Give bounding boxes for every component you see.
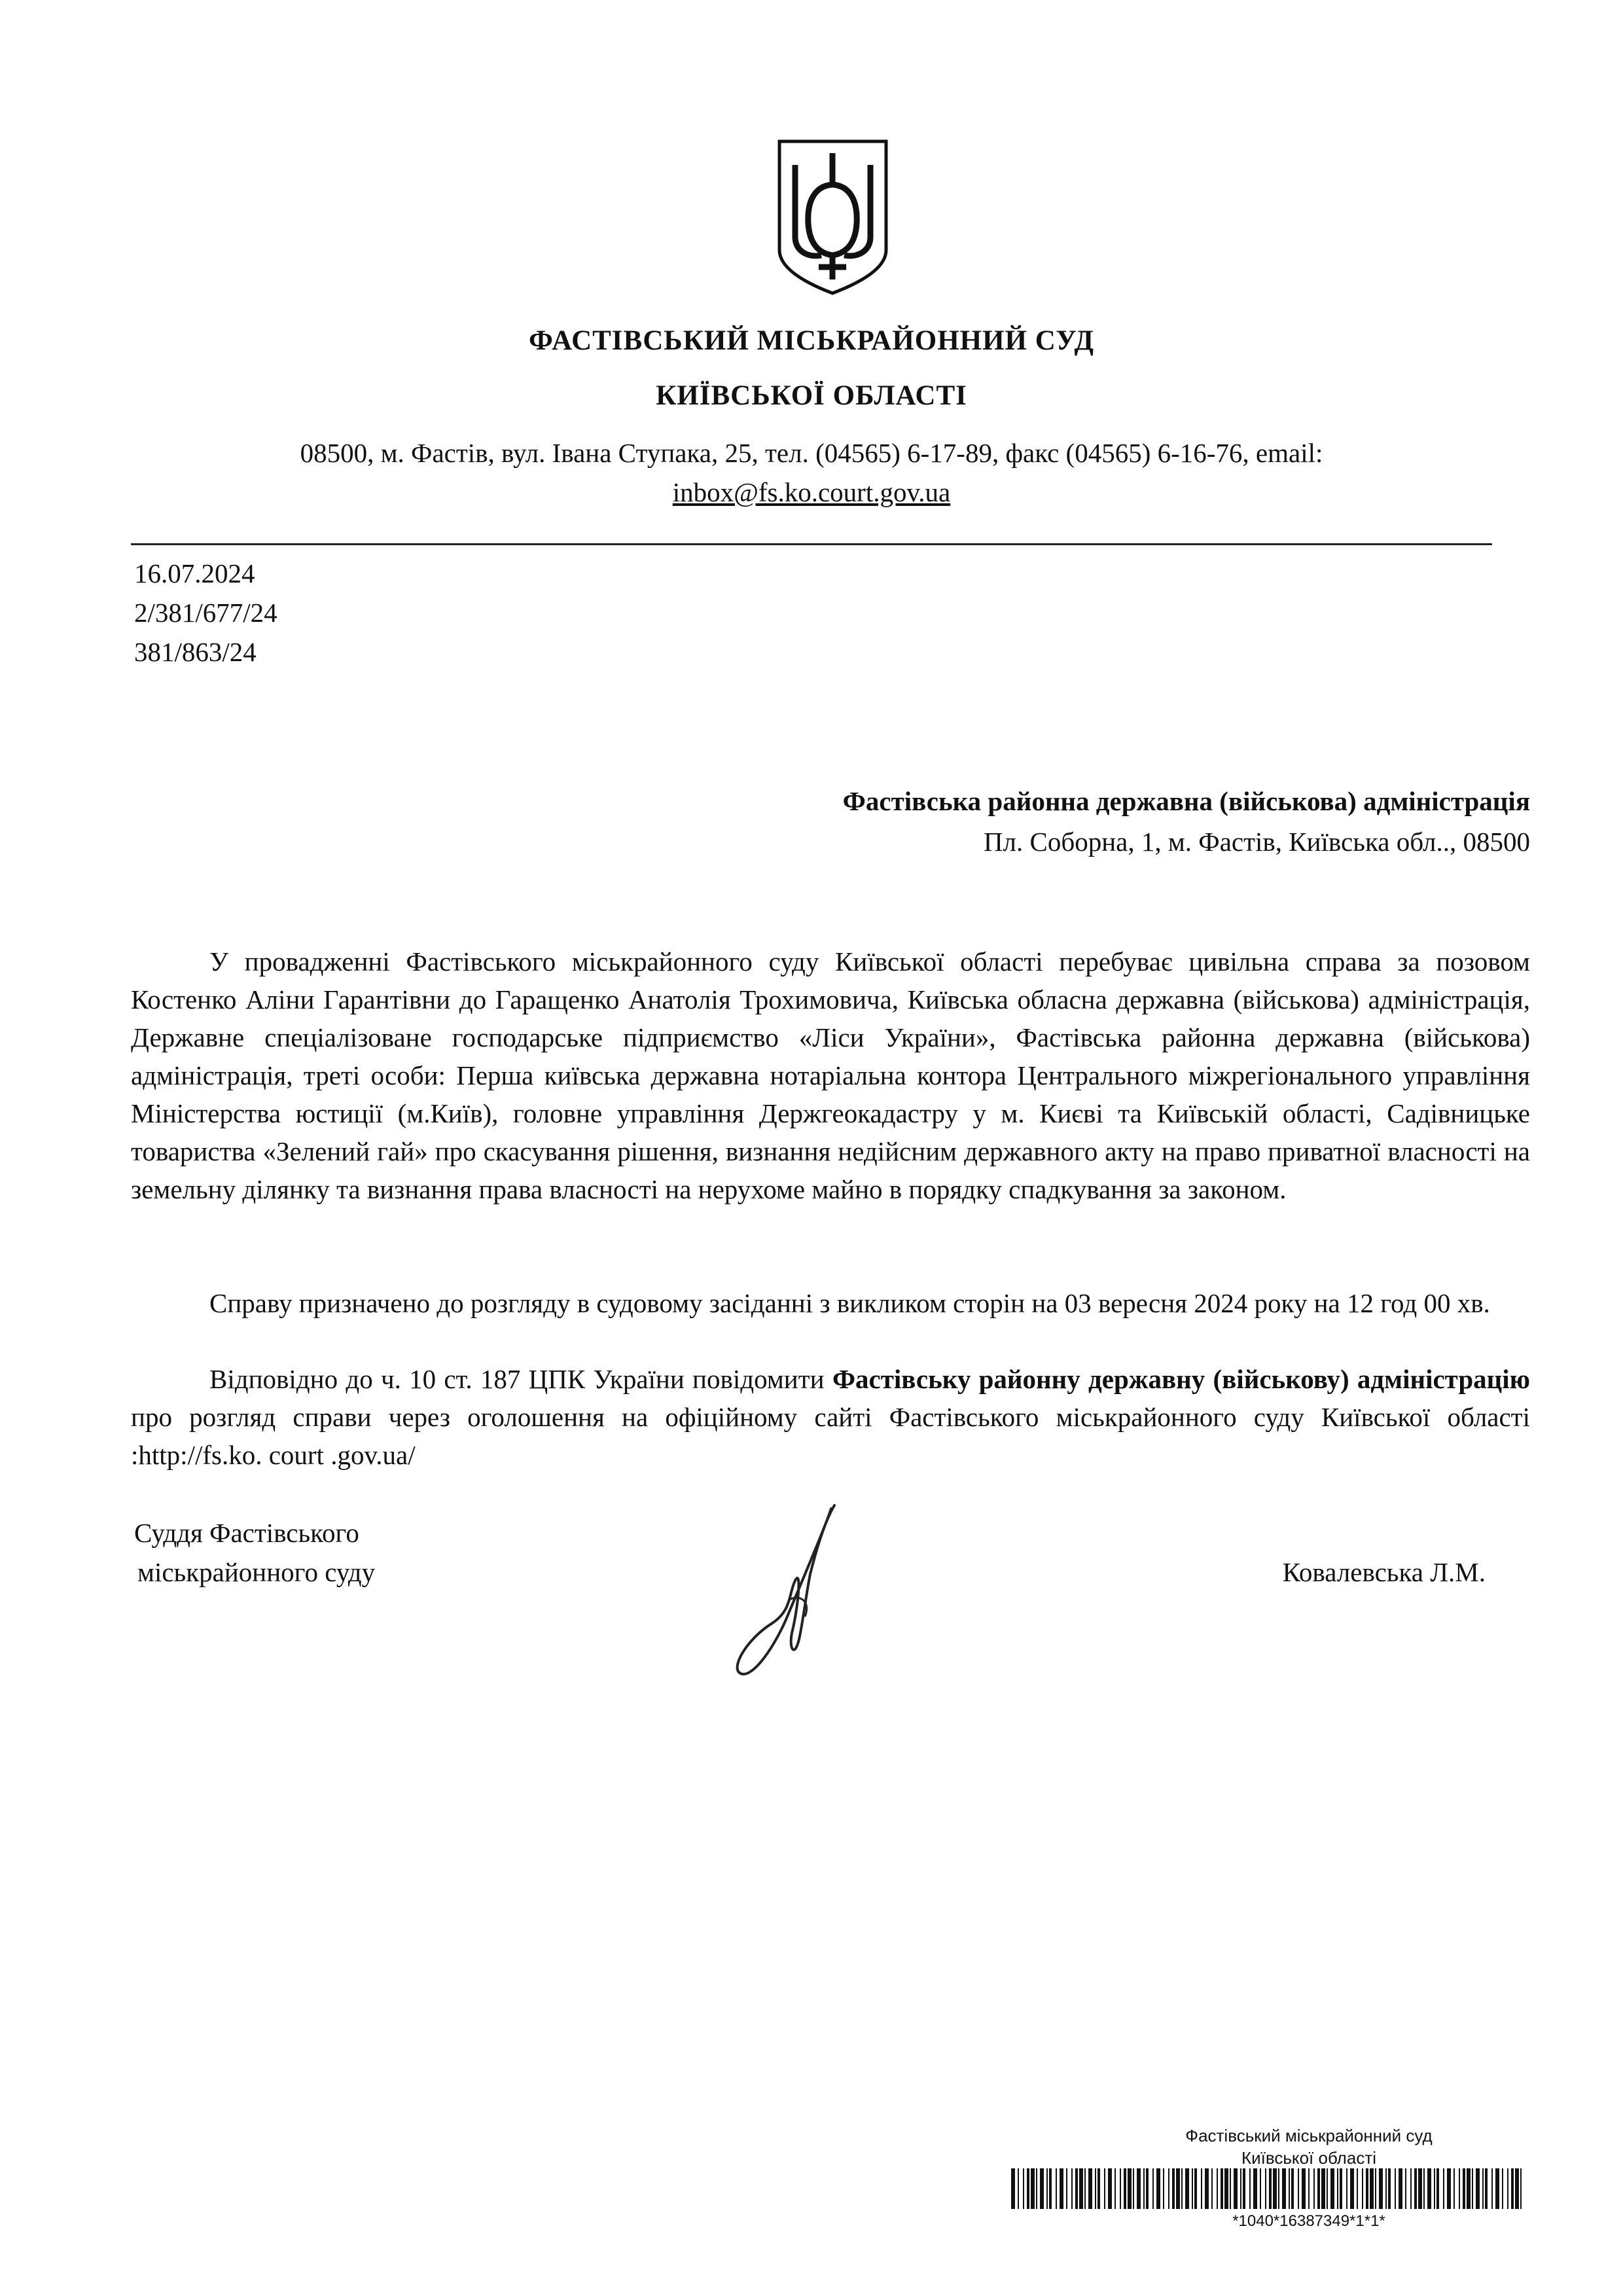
recipient-address: Пл. Соборна, 1, м. Фастів, Київська обл.., 08500: [983, 827, 1530, 857]
court-email-line: [0, 476, 1623, 508]
proceeding-number: 381/863/24: [134, 637, 257, 667]
court-address: 08500, м. Фастів, вул. Івана Ступака, 25, тел. (04565) 6-17-89, факс (04565) 6-16-76, email:: [300, 438, 1323, 468]
barcode-number: *1040*16387349*1*1*: [1232, 2212, 1385, 2230]
recipient-name: Фастівська районна державна (військова) адміністрація: [842, 786, 1530, 816]
judge-name: Ковалевська Л.М.: [1282, 1557, 1486, 1587]
court-region: КИЇВСЬКОЇ ОБЛАСТІ: [656, 380, 967, 411]
stamp-court-name: Фастівський міськрайонний суд: [1185, 2126, 1433, 2145]
judge-title-line1: Суддя Фастівського: [134, 1518, 359, 1548]
notice-recipient-bold: Фастівську районну державну (військову) адміністрацію: [832, 1364, 1530, 1394]
body-paragraph-hearing: Справу призначено до розгляду в судовому засіданні з викликом сторін на 03 вересня 2024 року на 12 год 00 хв.: [209, 1288, 1490, 1318]
case-number: 2/381/677/24: [134, 598, 277, 628]
handwritten-signature: [726, 1502, 844, 1698]
judge-title-line2: міськрайонного суду: [137, 1557, 376, 1587]
notice-text-start: Відповідно до ч. 10 ст. 187 ЦПК України повідомити: [209, 1364, 832, 1394]
ukraine-trident-icon: [776, 139, 890, 296]
document-date: 16.07.2024: [134, 558, 255, 588]
body-paragraph-case: У провадженні Фастівського міськрайонного суду Київської області перебуває цивільна справа за позовом Костенко Аліни Гарантівни до Гаращенко Анатолія Трохимовича, Київська обласна державна (військова) адміністрація, Державне спеціалізоване господарське підприємство «Ліси України», Фастівська районна державна (військова) адміністрація, треті особи: Перша київська державна нотаріальна контора Центрального міжрегіонального управління Міністерства юстиції (м.Київ), головне управління Держгеокадастру у м. Києві та Київській області, Садівницьке товариства «Зелений гай» про скасування рішення, визнання недійсним державного акту на право приватної власності на земельну ділянку та визнання права власності на нерухоме майно в порядку спадкування за законом.: [131, 946, 1530, 1204]
stamp-court-region: Київської області: [1241, 2148, 1377, 2168]
header-divider: [131, 543, 1492, 545]
court-email-link[interactable]: inbox@fs.ko.court.gov.ua: [672, 477, 951, 507]
court-name: ФАСТІВСЬКИЙ МІСЬКРАЙОННИЙ СУД: [528, 325, 1095, 356]
notice-text-end: про розгляд справи через оголошення на офіційному сайті Фастівського міськрайонного суду Київської області :http://fs.ko. court .gov.ua/: [131, 1402, 1530, 1470]
body-paragraph-notice: [131, 1360, 1530, 1474]
barcode: [1011, 2168, 1522, 2209]
